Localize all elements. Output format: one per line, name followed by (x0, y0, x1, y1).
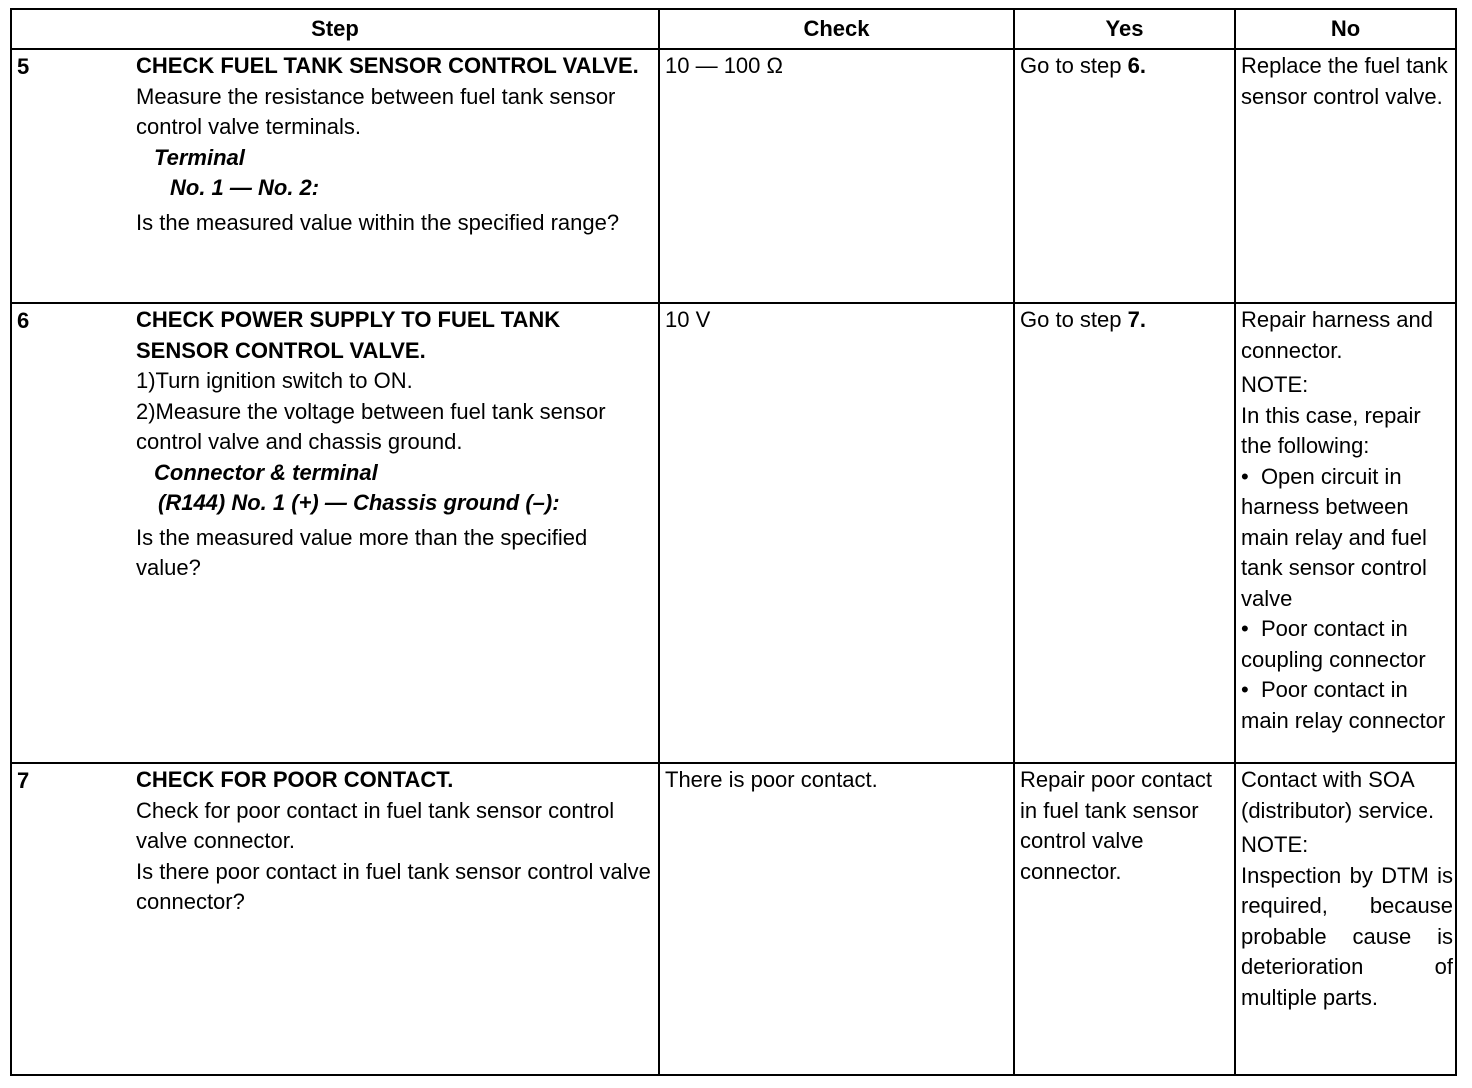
step-title: CHECK FOR POOR CONTACT. (136, 767, 454, 792)
table-row (11, 303, 1456, 763)
step-number: 5 (17, 54, 30, 79)
no-cell (1235, 763, 1456, 1075)
header-yes: Yes (1014, 9, 1235, 49)
step-instruction: Check for poor contact in fuel tank sensor control valve connector. (136, 797, 615, 853)
diagnostic-table (10, 8, 1457, 1076)
check-cell: 10 — 100 Ω (659, 49, 1014, 303)
step-question: Is the measured value within the specified range? (136, 209, 620, 235)
check-cell: There is poor contact. (659, 763, 1014, 1075)
header-step: Step (11, 9, 659, 49)
table-row (11, 49, 1456, 303)
step-instruction: 2)Measure the voltage between fuel tank sensor control valve and chassis ground. (136, 398, 606, 454)
step-question: Is the measured value more than the specified value? (136, 524, 588, 580)
step-cell (11, 49, 659, 303)
step-cell (11, 763, 659, 1075)
yes-cell: Repair poor contact in fuel tank sensor control valve connector. (1014, 763, 1235, 1075)
note-text: Inspection by DTM is required, because probable cause is deterioration of multiple parts. (1241, 862, 1453, 1010)
table-row (11, 763, 1456, 1075)
note-bullet: • Poor contact in coupling connector (1241, 614, 1453, 675)
step-question: Is there poor contact in fuel tank sensor control valve connector? (136, 858, 651, 914)
note-label: NOTE: (1241, 372, 1309, 397)
note-label: NOTE: (1241, 832, 1309, 857)
step-instruction: Measure the resistance between fuel tank sensor control valve terminals. (136, 83, 616, 139)
no-cell (1235, 303, 1456, 763)
no-text: Contact with SOA (distributor) service. (1241, 767, 1435, 823)
step-number: 6 (17, 308, 30, 333)
header-check: Check (659, 9, 1014, 49)
yes-step-ref: 7. (1127, 307, 1146, 332)
header-no: No (1235, 9, 1456, 49)
yes-cell (1014, 49, 1235, 303)
header-row (11, 9, 1456, 49)
no-cell (1235, 49, 1456, 303)
step-instruction: 1)Turn ignition switch to ON. (136, 368, 413, 393)
spec-label: Terminal (154, 144, 245, 170)
note-text: In this case, repair the following: (1241, 402, 1421, 458)
spec-value: (R144) No. 1 (+) — Chassis ground (–): (158, 490, 560, 515)
yes-prefix: Go to step (1020, 307, 1128, 332)
yes-step-ref: 6. (1127, 53, 1146, 78)
note-bullet: • Open circuit in harness between main relay and fuel tank sensor control valve (1241, 462, 1453, 615)
spec-value: No. 1 — No. 2: (170, 175, 320, 200)
check-cell: 10 V (659, 303, 1014, 763)
step-title: CHECK POWER SUPPLY TO FUEL TANK SENSOR CONTROL VALVE. (136, 307, 561, 363)
note-bullet: • Poor contact in main relay connector (1241, 675, 1453, 736)
no-text: Repair harness and connector. (1241, 307, 1434, 363)
spec-label: Connector & terminal (154, 459, 378, 485)
step-cell (11, 303, 659, 763)
step-title: CHECK FUEL TANK SENSOR CONTROL VALVE. (136, 53, 639, 78)
yes-cell (1014, 303, 1235, 763)
no-text: Replace the fuel tank sensor control valve. (1241, 53, 1448, 109)
yes-prefix: Go to step (1020, 53, 1128, 78)
step-number: 7 (17, 768, 30, 793)
